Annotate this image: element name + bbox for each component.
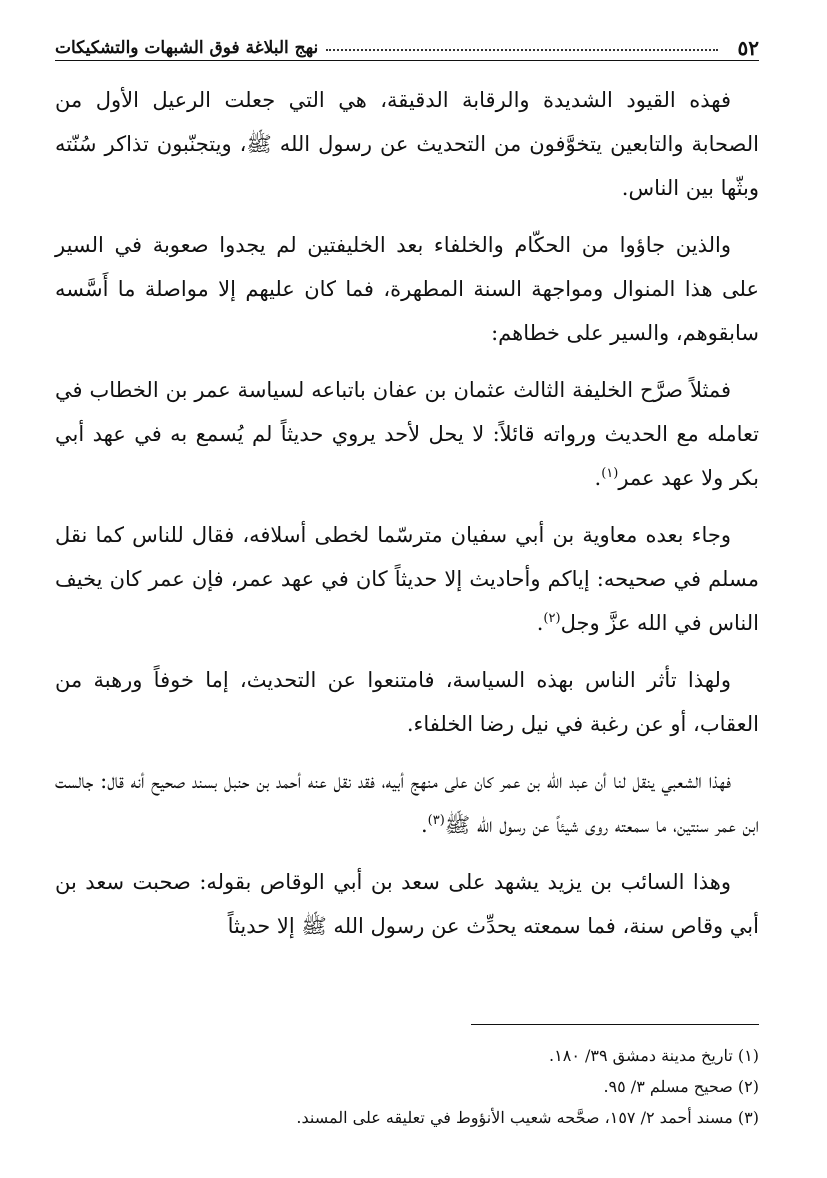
paragraph: والذين جاؤوا من الحكّام والخلفاء بعد الخليفتين لم يجدوا صعوبة في السير على هذا المنوال ومواجهة السنة المطهرة، فما كان عليهم إلا مواصلة ما أَسَّسه سابقوهم، والسير على خطاهم:: [55, 233, 759, 345]
footnotes: [55, 1040, 759, 1133]
footnote: (٣) مسند أحمد ٢/ ١٥٧، صحَّحه شعيب الأنؤوط في تعليقه على المسند.: [296, 1108, 759, 1127]
paragraph: وجاء بعده معاوية بن أبي سفيان مترسّما لخطى أسلافه، فقال للناس كما نقل مسلم في صحيحه: إياكم وأحاديث إلا حديثاً كان في عهد عمر، فإن عمر كان يخيف الناس في الله عزَّ وجل$^{(٢)}$.: [55, 523, 759, 635]
header-dotted-leader: [326, 49, 717, 51]
running-title: نهج البلاغة فوق الشبهات والتشكيكات: [55, 38, 319, 58]
paragraph: وهذا السائب بن يزيد يشهد على سعد بن أبي الوقاص بقوله: صحبت سعد بن أبي وقاص سنة، فما سمعته يحدِّث عن رسول الله ﷺ إلا حديثاً: [55, 870, 759, 938]
footnote-separator: [471, 1024, 759, 1025]
main-text: [55, 78, 759, 961]
footnote: (٢) صحيح مسلم ٣/ ٩٥.: [603, 1077, 759, 1096]
book-page: [55, 0, 759, 1178]
footnote-reference[interactable]: (٢): [543, 611, 561, 626]
page-number: ٥٢: [737, 36, 759, 60]
footnote: (١) تاريخ مدينة دمشق ٣٩/ ١٨٠.: [549, 1046, 759, 1065]
footnote-reference[interactable]: (٣): [427, 813, 445, 828]
paragraph: فهذا الشعبي ينقل لنا أن عبد الله بن عمر كان على منهج أبيه، فقد نقل عنه أحمد بن حنبل بسند صحيح أنه قال: جالست ابن عمر سنتين، ما سمعته روى شيئاً عن رسول الله ﷺ$^{(٣)}$.: [55, 769, 759, 837]
page-header: [55, 30, 759, 61]
paragraph: فمثلاً صرَّح الخليفة الثالث عثمان بن عفان باتباعه لسياسة عمر بن الخطاب في تعامله مع الحديث ورواته قائلاً: لا يحل لأحد يروي حديثاً لم يُسمع به في عهد أبي بكر ولا عهد عمر$^{(١)}$.: [55, 378, 759, 490]
footnote-reference[interactable]: (١): [601, 466, 619, 481]
paragraph: ولهذا تأثر الناس بهذه السياسة، فامتنعوا عن التحديث، إما خوفاً ورهبة من العقاب، أو عن رغبة في نيل رضا الخلفاء.: [55, 668, 759, 736]
paragraph: فهذه القيود الشديدة والرقابة الدقيقة، هي التي جعلت الرعيل الأول من الصحابة والتابعين يتخوَّفون من التحديث عن رسول الله ﷺ، ويتجنّبون تذاكر سُنّته وبثّها بين الناس.: [55, 88, 759, 200]
